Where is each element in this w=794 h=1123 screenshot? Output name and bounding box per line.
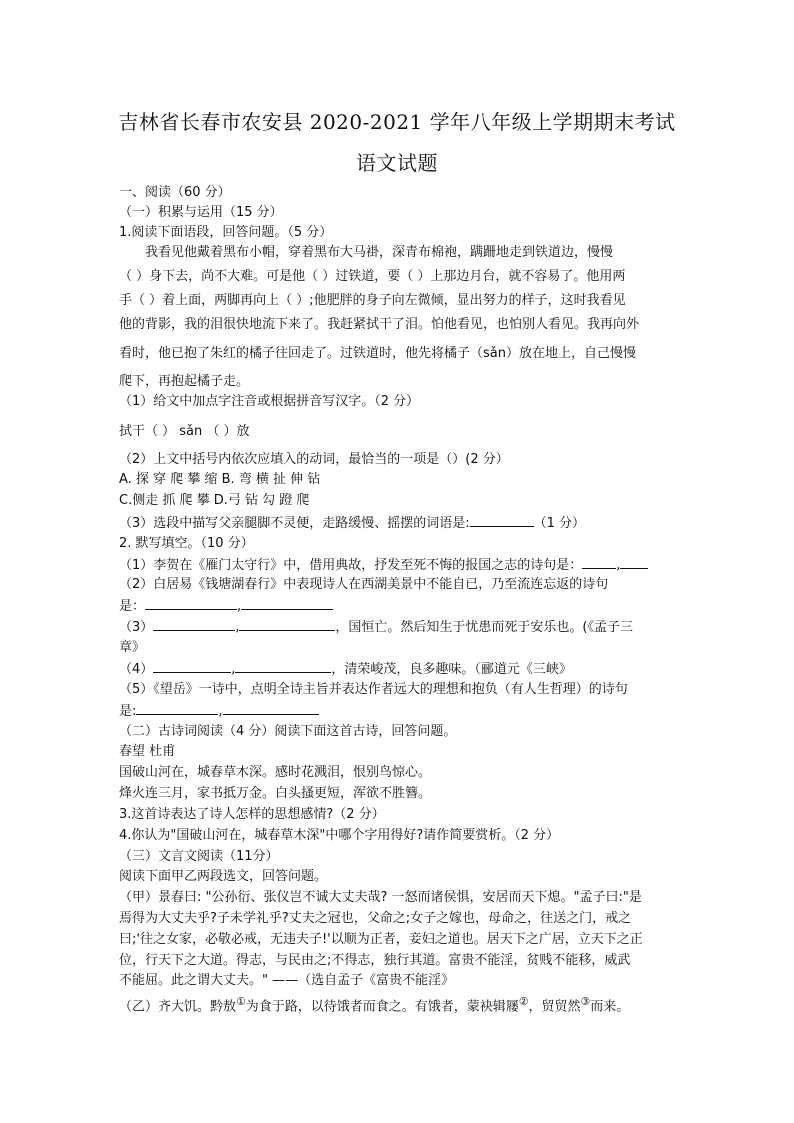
subsection-heading: （二）古诗词阅读（4 分）阅读下面这首古诗，回答问题。 xyxy=(119,724,457,739)
instruction: 阅读下面甲乙两段选文，回答问题。 xyxy=(119,869,328,884)
question-text: （3）选段中描写父亲腿脚不灵便，走路缓慢、摇摆的词语是: xyxy=(119,516,470,531)
question-2: 2. 默写填空。（10 分） xyxy=(119,536,254,551)
answer-blank[interactable] xyxy=(620,556,648,569)
passage-line: 他的背影，我的泪很快地流下来了。我赶紧拭干了泪。怕他看见，也怕别人看见。我再向外 xyxy=(119,317,640,332)
question-text: 是： xyxy=(119,599,146,614)
answer-blank[interactable] xyxy=(241,597,333,610)
option-line: C.侧走 抓 爬 攀 D.弓 钻 勾 蹬 爬 xyxy=(119,493,310,508)
fill-question: （2）白居易《钱塘湖春行》中表现诗人在西湖美景中不能自已，乃至流连忘返的诗句 xyxy=(119,577,609,592)
poem-line: 烽火连三月，家书抵万金。白头搔更短，浑欲不胜簪。 xyxy=(119,786,432,801)
classical-passage-line: 不能屈。此之谓大丈夫。" ——（选自孟子《富贵不能淫》 xyxy=(119,973,455,988)
fill-question: 章》 xyxy=(119,640,146,655)
sub-question xyxy=(119,514,679,533)
classical-passage-line: 曰;'往之女家，必敬必戒，无违夫子!'以顺为正者，妾妇之道也。居天下之广居，立天下之正 xyxy=(119,932,643,947)
answer-blank[interactable] xyxy=(239,618,335,631)
question-text: （3） xyxy=(119,620,154,635)
footnote-marker: ③ xyxy=(580,995,591,1008)
question-text: （1）李贺在《雁门太守行》中，借用典故，抒发至死不悔的报国之志的诗句是： xyxy=(119,558,583,573)
subsection-heading: （一）积累与运用（15 分） xyxy=(119,205,283,220)
fill-question: （5）《望岳》一诗中，点明全诗主旨并表达作者远大的理想和抱负（有人生哲理）的诗句 xyxy=(119,682,628,697)
question-text: （4） xyxy=(119,662,154,677)
answer-blank[interactable] xyxy=(136,702,218,715)
fill-question: 是： , xyxy=(119,597,679,616)
passage-line: 看时，他已抱了朱红的橘子往回走了。过铁道时，他先将橘子（sǎn）放在地上，自己慢慢 xyxy=(119,346,636,361)
question-1: 1.阅读下面语段，回答问题。（5 分） xyxy=(119,225,333,240)
answer-blank[interactable] xyxy=(153,618,235,631)
passage-line: （ ）身下去，尚不大难。可是他（ ）过铁道，要（ ）上那边月台，就不容易了。他用两 xyxy=(119,269,626,284)
answer-blank[interactable] xyxy=(145,597,237,610)
fill-question: （4） , ，清荣峻茂，良多趣味。（郦道元《三峡》 xyxy=(119,662,572,677)
section-heading: 一、阅读（60 分） xyxy=(119,185,231,200)
fill-question: （3） , ，国恒亡。然后知生于忧患而死于安乐也。(《孟子三 xyxy=(119,620,633,635)
footnote-marker: ② xyxy=(518,995,529,1008)
sub-question: （2）上文中括号内依次应填入的动词，最恰当的一项是（）(2 分） xyxy=(119,452,509,467)
fill-question: （1）李贺在《雁门太守行》中，借用典故，抒发至死不悔的报国之志的诗句是： , xyxy=(119,556,679,575)
classical-passage-line: 焉得为大丈夫乎?子未学礼乎?丈夫之冠也，父命之;女子之嫁也，母命之，往送之门，戒之 xyxy=(119,911,632,926)
option-line: A. 探 穿 爬 攀 缩 B. 弯 横 扯 伸 钻 xyxy=(119,472,321,487)
footnote-marker: ① xyxy=(236,995,246,1008)
score-text: （1 分） xyxy=(533,516,586,531)
question-3: 3.这首诗表达了诗人怎样的思想感情?（2 分） xyxy=(119,807,385,822)
question-4: 4.你认为"国破山河在，城春草木深"中哪个字用得好?请作简要赏析。（2 分） xyxy=(119,828,560,843)
passage-line: 手（ ）着上面，两脚再向上（ ）;他肥胖的身子向左微倾，显出努力的样子，这时我看见 xyxy=(119,293,626,308)
passage-text: 为食于路，以待饿者而食之。有饿者，蒙袂辑屦 xyxy=(245,999,519,1015)
sub-question: （1）给文中加点字注音或根据拼音写汉字。（2 分） xyxy=(119,394,420,409)
classical-passage-line xyxy=(119,993,679,1016)
exam-title: 吉林省长春市农安县 2020-2021 学年八年级上学期期末考试 xyxy=(118,110,676,134)
answer-blank[interactable] xyxy=(223,702,319,715)
passage-text: ，贸贸然 xyxy=(528,999,581,1015)
classical-passage-line: 位，行天下之大道。得志，与民由之;不得志，独行其道。富贵不能淫，贫贱不能移，威武 xyxy=(119,953,631,968)
passage-text: （乙）齐大饥。黔敖 xyxy=(119,999,237,1015)
passage-line: 爬下，再抱起橘子走。 xyxy=(119,374,250,389)
classical-passage-line: （甲）景春曰: "公孙衍、张仪岂不诚大丈夫哉? 一怒而诸侯惧，安居而天下熄。"孟子曰:"是 xyxy=(119,890,642,905)
passage-text: 而来。 xyxy=(590,999,630,1015)
passage-line: 我看见他戴着黑布小帽，穿着黑布大马褂，深青布棉袍，蹒跚地走到铁道边，慢慢 xyxy=(145,245,614,260)
answer-blank[interactable] xyxy=(470,514,534,527)
answer-blank[interactable] xyxy=(582,556,616,569)
poem-line: 国破山河在，城春草木深。感时花溅泪，恨别鸟惊心。 xyxy=(119,765,432,780)
answer-blank[interactable] xyxy=(153,660,231,673)
question-text: 是: xyxy=(119,704,137,719)
answer-line: 拭干（ ） sǎn （ ）放 xyxy=(119,424,250,439)
exam-subtitle: 语文试题 xyxy=(356,151,438,175)
poem-title: 春望 杜甫 xyxy=(119,744,176,759)
answer-blank[interactable] xyxy=(235,660,331,673)
subsection-heading: （三）文言文阅读（11分） xyxy=(119,849,279,864)
fill-question: 是: , xyxy=(119,702,679,721)
question-text: ，清荣峻茂，良多趣味。（郦道元《三峡》 xyxy=(331,662,572,677)
question-text: ，国恒亡。然后知生于忧患而死于安乐也。(《孟子三 xyxy=(335,620,633,635)
